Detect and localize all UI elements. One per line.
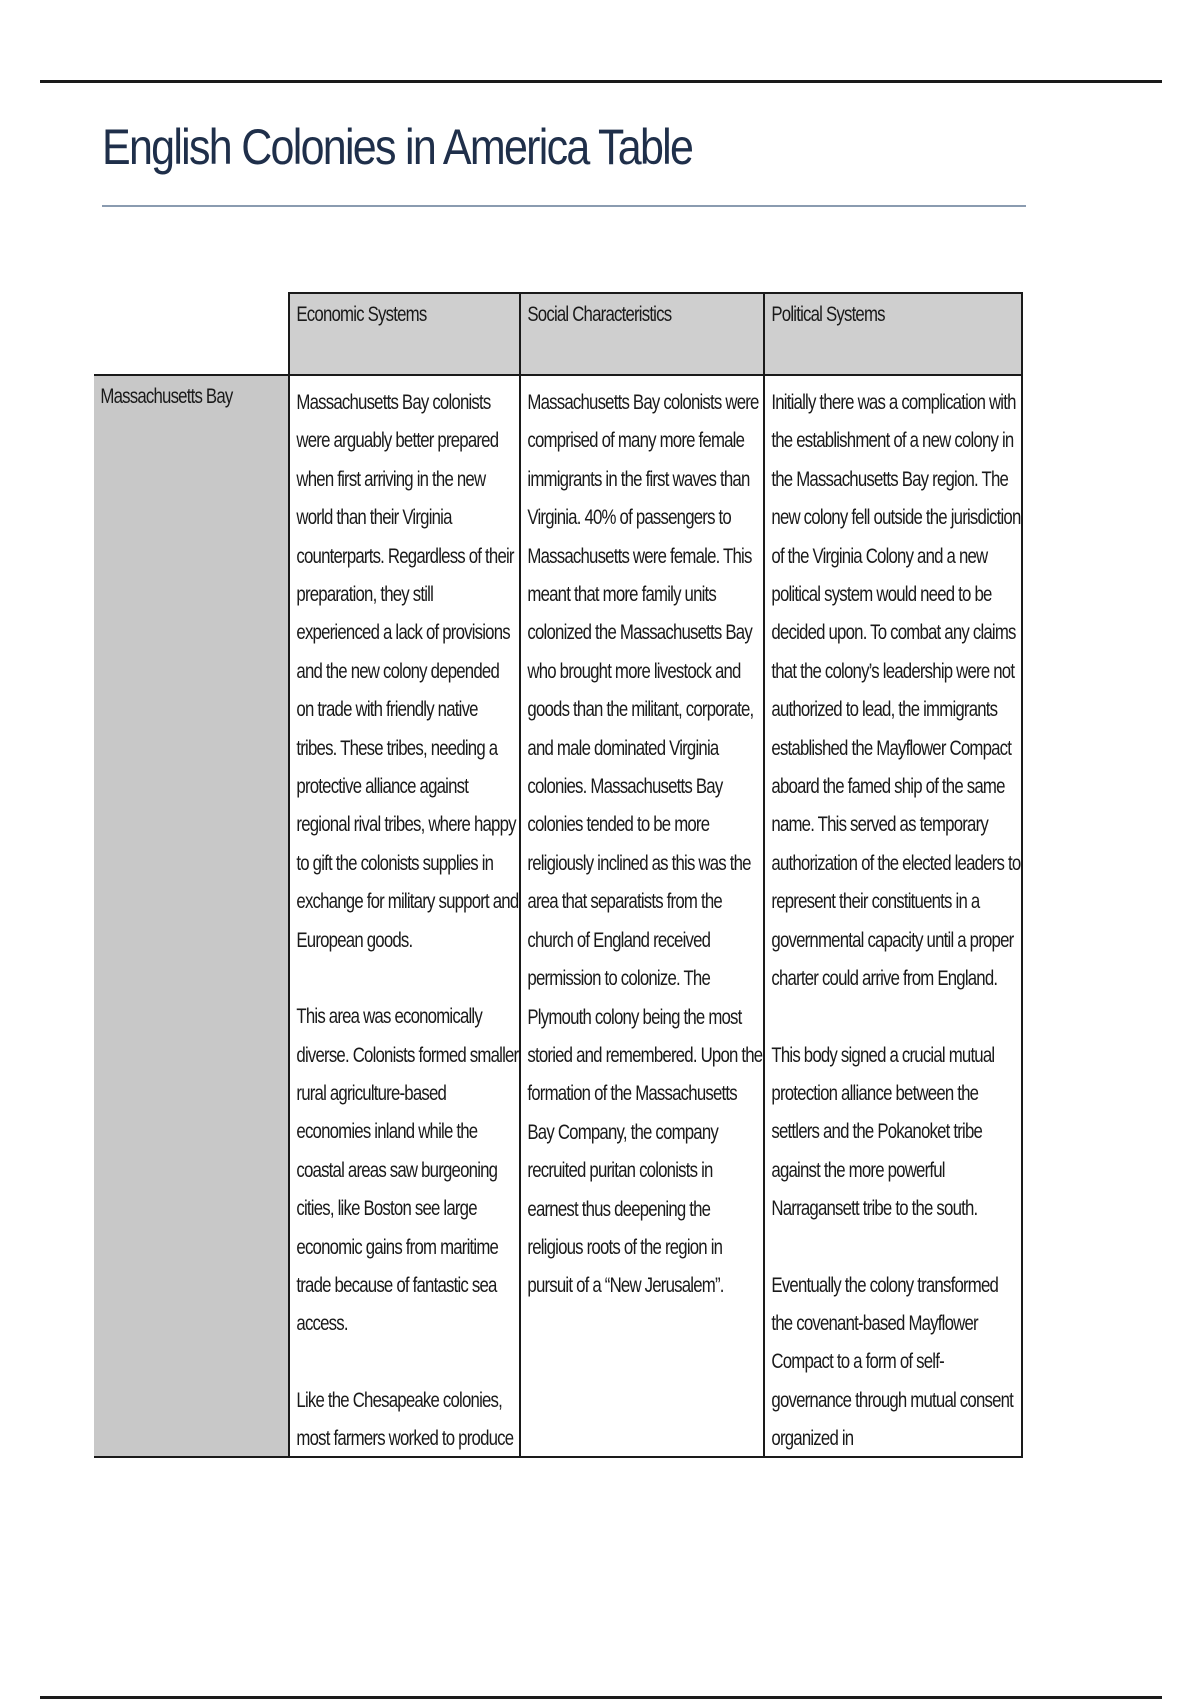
bottom-rule xyxy=(40,1696,1162,1699)
header-economic-systems xyxy=(289,293,520,375)
header-row xyxy=(94,293,1022,375)
corner-cell xyxy=(94,293,289,375)
political-paragraph: Initially there was a complication with the establishment of a new colony in the Massachusetts Bay region. The new colony fell outside the jurisdiction of the Virginia Colony and a new political system would need to be decided upon. To combat any claims that the colony’s leadership were not authorized to lead, the immigrants established the Mayflower Compact aboard the famed ship of the same name. This served as temporary authorization of the elected leaders to represent their constituents in a governmental capacity until a proper charter could arrive from England. xyxy=(771,391,1021,991)
header-label: Political Systems xyxy=(771,303,885,326)
economic-paragraph: This area was economically diverse. Colonists formed smaller rural agriculture-based economies inland while the coastal areas saw burgeoning cities, like Boston see large economic gains from maritime trade because of fantastic sea access. xyxy=(296,1005,519,1336)
social-paragraph: Massachusetts Bay colonists were comprised of many more female immigrants in the first waves than Virginia. 40% of passengers to Massachusetts were female. This meant that more family units colonized the Massachusetts Bay who brought more livestock and goods than the militant, corporate, and male dominated Virginia colonies. Massachusetts Bay colonies tended to be more religiously inclined as this was the area that separatists from the church of England received permission to colonize. The Plymouth colony being the most storied and remembered. Upon the formation of the Massachusetts Bay Company, the company recruited puritan colonists in earnest thus deepening the religious roots of the region in pursuit of a “New Jerusalem”. xyxy=(527,391,763,1298)
economic-systems-cell xyxy=(289,375,520,1457)
header-social-characteristics xyxy=(520,293,764,375)
row-label: Massachusetts Bay xyxy=(100,385,233,408)
economic-paragraph: Like the Chesapeake colonies, most farmers worked to produce xyxy=(296,1388,514,1451)
political-paragraph: Eventually the colony transformed the covenant-based Mayflower Compact to a form of self-governance through mutual consent organized in xyxy=(771,1273,1014,1451)
political-paragraph: This body signed a crucial mutual protection alliance between the settlers and the Pokanoket tribe against the more powerful Narragansett tribe to the south. xyxy=(771,1043,995,1221)
top-rule xyxy=(40,80,1162,83)
political-systems-cell xyxy=(764,375,1022,1457)
row-label-cell xyxy=(94,375,289,1457)
table-row xyxy=(94,375,1022,1457)
title-underline xyxy=(102,205,1026,207)
header-political-systems xyxy=(764,293,1022,375)
social-characteristics-cell xyxy=(520,375,764,1457)
document-title: English Colonies in America Table xyxy=(102,119,693,175)
header-label: Social Characteristics xyxy=(527,303,672,326)
header-label: Economic Systems xyxy=(296,303,427,326)
colonies-table xyxy=(94,292,1023,1458)
economic-paragraph: Massachusetts Bay colonists were arguably better prepared when first arriving in the new world than their Virginia counterparts. Regardless of their preparation, they still experienced a lack of provisions and the new colony depended on trade with friendly native tribes. These tribes, needing a protective alliance against regional rival tribes, where happy to gift the colonists supplies in exchange for military support and European goods. xyxy=(296,391,519,952)
